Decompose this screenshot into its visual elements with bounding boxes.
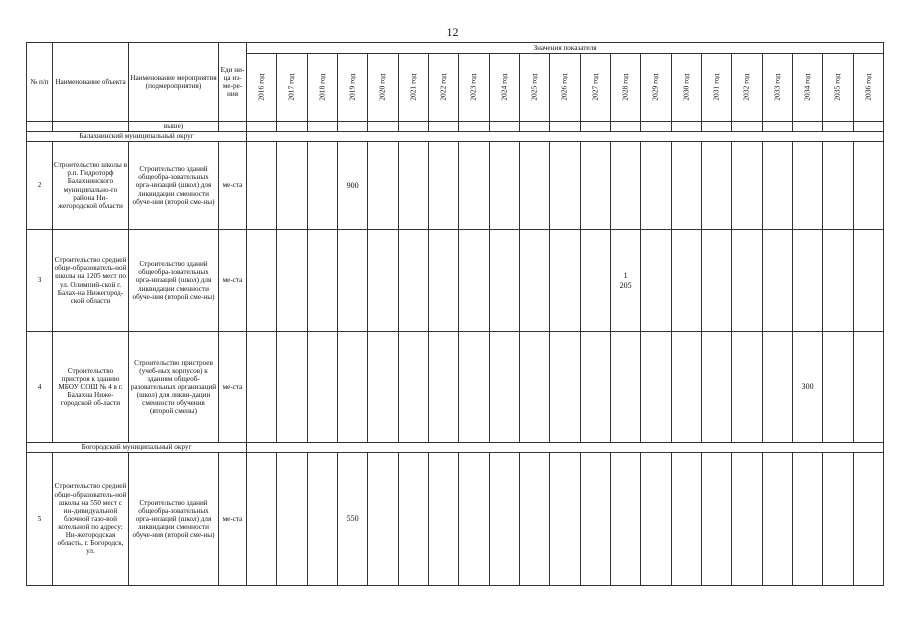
year-value-cell xyxy=(277,230,307,332)
year-value-cell xyxy=(368,230,398,332)
row-num: 4 xyxy=(27,332,53,443)
year-header: 2020 год xyxy=(368,54,398,122)
year-value-cell xyxy=(853,142,883,230)
year-value-cell xyxy=(701,230,731,332)
year-value-cell xyxy=(337,142,367,230)
table-row xyxy=(27,332,884,443)
year-header: 2027 год xyxy=(580,54,610,122)
measure-name: Строительство зданий общеобра-зовательных орга-низаций (школ) для ликвидации сменности обуче-ния (второй сме-ны) xyxy=(129,453,219,586)
year-value-cell xyxy=(701,332,731,443)
year-header: 2026 год xyxy=(550,54,580,122)
unit: ме-ста xyxy=(219,142,247,230)
year-value-cell xyxy=(792,142,822,230)
year-value-cell xyxy=(641,453,671,586)
year-value-cell xyxy=(368,142,398,230)
year-value-cell xyxy=(459,142,489,230)
year-value-cell xyxy=(610,453,640,586)
year-value-cell xyxy=(307,230,337,332)
year-value-cell xyxy=(853,453,883,586)
header-object: Наименование объекта xyxy=(53,43,129,122)
year-value-cell xyxy=(459,230,489,332)
region-row xyxy=(27,443,884,453)
row-num: 3 xyxy=(27,230,53,332)
year-header: 2029 год xyxy=(641,54,671,122)
year-header: 2035 год xyxy=(823,54,853,122)
region-name: Богородский муниципальный округ xyxy=(27,443,247,453)
year-value-cell xyxy=(641,332,671,443)
year-value-cell xyxy=(489,332,519,443)
year-value-cell xyxy=(337,453,367,586)
year-value-cell xyxy=(823,453,853,586)
year-value-cell xyxy=(732,332,762,443)
year-value-cell xyxy=(610,142,640,230)
year-value-cell xyxy=(247,453,277,586)
year-value-cell xyxy=(732,230,762,332)
unit: ме-ста xyxy=(219,453,247,586)
object-name: Строительство средней обще-образователь-ной школы на 550 мест с ин-дивидуальной блочной газо-вой котельной по адресу: Ни-жегородская область, г. Богородск, ул. xyxy=(53,453,129,586)
year-value-cell xyxy=(792,230,822,332)
year-value-cell xyxy=(762,142,792,230)
year-value-cell xyxy=(428,453,458,586)
year-value-cell xyxy=(428,332,458,443)
year-value-cell xyxy=(580,453,610,586)
year-value-cell xyxy=(277,142,307,230)
indicator-value: 300 xyxy=(801,382,814,392)
year-header: 2018 год xyxy=(307,54,337,122)
continuation-text: выше) xyxy=(129,122,219,132)
year-header: 2030 год xyxy=(671,54,701,122)
year-value-cell xyxy=(671,230,701,332)
year-value-cell xyxy=(307,332,337,443)
header-unit: Еди ни-ца из-ме-ре-ния xyxy=(219,43,247,122)
year-value-cell xyxy=(398,230,428,332)
unit: ме-ста xyxy=(219,332,247,443)
year-header: 2028 год xyxy=(610,54,640,122)
header-values-group: Значения показателя xyxy=(247,43,884,54)
year-header: 2034 год xyxy=(792,54,822,122)
indicator-value: 1 205 xyxy=(619,271,632,290)
year-value-cell xyxy=(580,230,610,332)
year-value-cell xyxy=(610,332,640,443)
year-value-cell xyxy=(641,142,671,230)
object-name: Строительство школы в р.п. Гидроторф Балахнинского муниципально-го района Ни-жегородской области xyxy=(53,142,129,230)
year-value-cell xyxy=(550,332,580,443)
indicator-value: 900 xyxy=(346,180,359,190)
year-header: 2016 год xyxy=(247,54,277,122)
year-value-cell xyxy=(641,230,671,332)
year-value-cell xyxy=(277,332,307,443)
year-header: 2036 год xyxy=(853,54,883,122)
page-number: 12 xyxy=(446,25,459,39)
year-value-cell xyxy=(762,230,792,332)
year-value-cell xyxy=(489,230,519,332)
object-name: Строительство средней обще-образователь-ной школы на 1205 мест по ул. Олимпий-ской г. Балах-на Нижегород-ской области xyxy=(53,230,129,332)
measure-name: Строительство зданий общеобра-зовательных орга-низаций (школ) для ликвидации сменности обуче-ния (второй сме-ны) xyxy=(129,230,219,332)
year-value-cell xyxy=(550,230,580,332)
year-value-cell xyxy=(337,230,367,332)
year-value-cell xyxy=(610,230,640,332)
year-value-cell xyxy=(762,332,792,443)
year-header: 2021 год xyxy=(398,54,428,122)
table-row xyxy=(27,453,884,586)
year-header: 2024 год xyxy=(489,54,519,122)
year-value-cell xyxy=(519,230,549,332)
year-value-cell xyxy=(398,142,428,230)
year-value-cell xyxy=(428,230,458,332)
year-value-cell xyxy=(853,230,883,332)
year-value-cell xyxy=(853,332,883,443)
year-header: 2019 год xyxy=(337,54,367,122)
year-value-cell xyxy=(247,142,277,230)
year-header: 2023 год xyxy=(459,54,489,122)
measure-name: Строительство пристроев (учеб-ных корпусов) к зданиям общеоб-разовательных организаций (школ) для ликви-дации сменности обучения (второй смены) xyxy=(129,332,219,443)
year-value-cell xyxy=(732,142,762,230)
region-row xyxy=(27,132,884,142)
year-value-cell xyxy=(489,453,519,586)
year-value-cell xyxy=(823,142,853,230)
year-value-cell xyxy=(823,332,853,443)
year-value-cell xyxy=(277,453,307,586)
year-value-cell xyxy=(732,453,762,586)
continuation-row xyxy=(27,122,884,132)
year-value-cell xyxy=(792,332,822,443)
year-value-cell xyxy=(701,453,731,586)
indicator-value: 550 xyxy=(346,514,359,524)
year-value-cell xyxy=(792,453,822,586)
year-value-cell xyxy=(247,332,277,443)
year-header: 2032 год xyxy=(732,54,762,122)
header-measure: Наименование мероприятия (подмероприятия) xyxy=(129,43,219,122)
year-value-cell xyxy=(580,142,610,230)
year-value-cell xyxy=(247,230,277,332)
year-value-cell xyxy=(459,332,489,443)
year-value-cell xyxy=(307,142,337,230)
year-value-cell xyxy=(368,332,398,443)
row-num: 2 xyxy=(27,142,53,230)
year-value-cell xyxy=(550,453,580,586)
year-value-cell xyxy=(307,453,337,586)
measure-name: Строительство зданий общеобра-зовательных орга-низаций (школ) для ликвидации сменности обуче-ния (второй сме-ны) xyxy=(129,142,219,230)
unit: ме-ста xyxy=(219,230,247,332)
year-header: 2031 год xyxy=(701,54,731,122)
year-value-cell xyxy=(519,332,549,443)
year-value-cell xyxy=(671,142,701,230)
year-value-cell xyxy=(671,453,701,586)
year-value-cell xyxy=(762,453,792,586)
year-value-cell xyxy=(428,142,458,230)
header-num: № п/п xyxy=(27,43,53,122)
year-value-cell xyxy=(398,453,428,586)
year-value-cell xyxy=(823,230,853,332)
year-header: 2033 год xyxy=(762,54,792,122)
year-value-cell xyxy=(550,142,580,230)
year-value-cell xyxy=(519,142,549,230)
indicator-table xyxy=(26,42,884,586)
year-value-cell xyxy=(489,142,519,230)
year-header: 2022 год xyxy=(428,54,458,122)
table-row xyxy=(27,230,884,332)
year-value-cell xyxy=(519,453,549,586)
year-value-cell xyxy=(671,332,701,443)
year-header: 2017 год xyxy=(277,54,307,122)
year-value-cell xyxy=(701,142,731,230)
year-value-cell xyxy=(580,332,610,443)
year-value-cell xyxy=(368,453,398,586)
year-header: 2025 год xyxy=(519,54,549,122)
table-row xyxy=(27,142,884,230)
year-value-cell xyxy=(459,453,489,586)
year-value-cell xyxy=(337,332,367,443)
object-name: Строительство пристроя к зданию МБОУ СОШ № 4 в г. Балахна Ниже-городской об-ласти xyxy=(53,332,129,443)
row-num: 5 xyxy=(27,453,53,586)
region-name: Балахнинский муниципальный округ xyxy=(27,132,247,142)
year-value-cell xyxy=(398,332,428,443)
